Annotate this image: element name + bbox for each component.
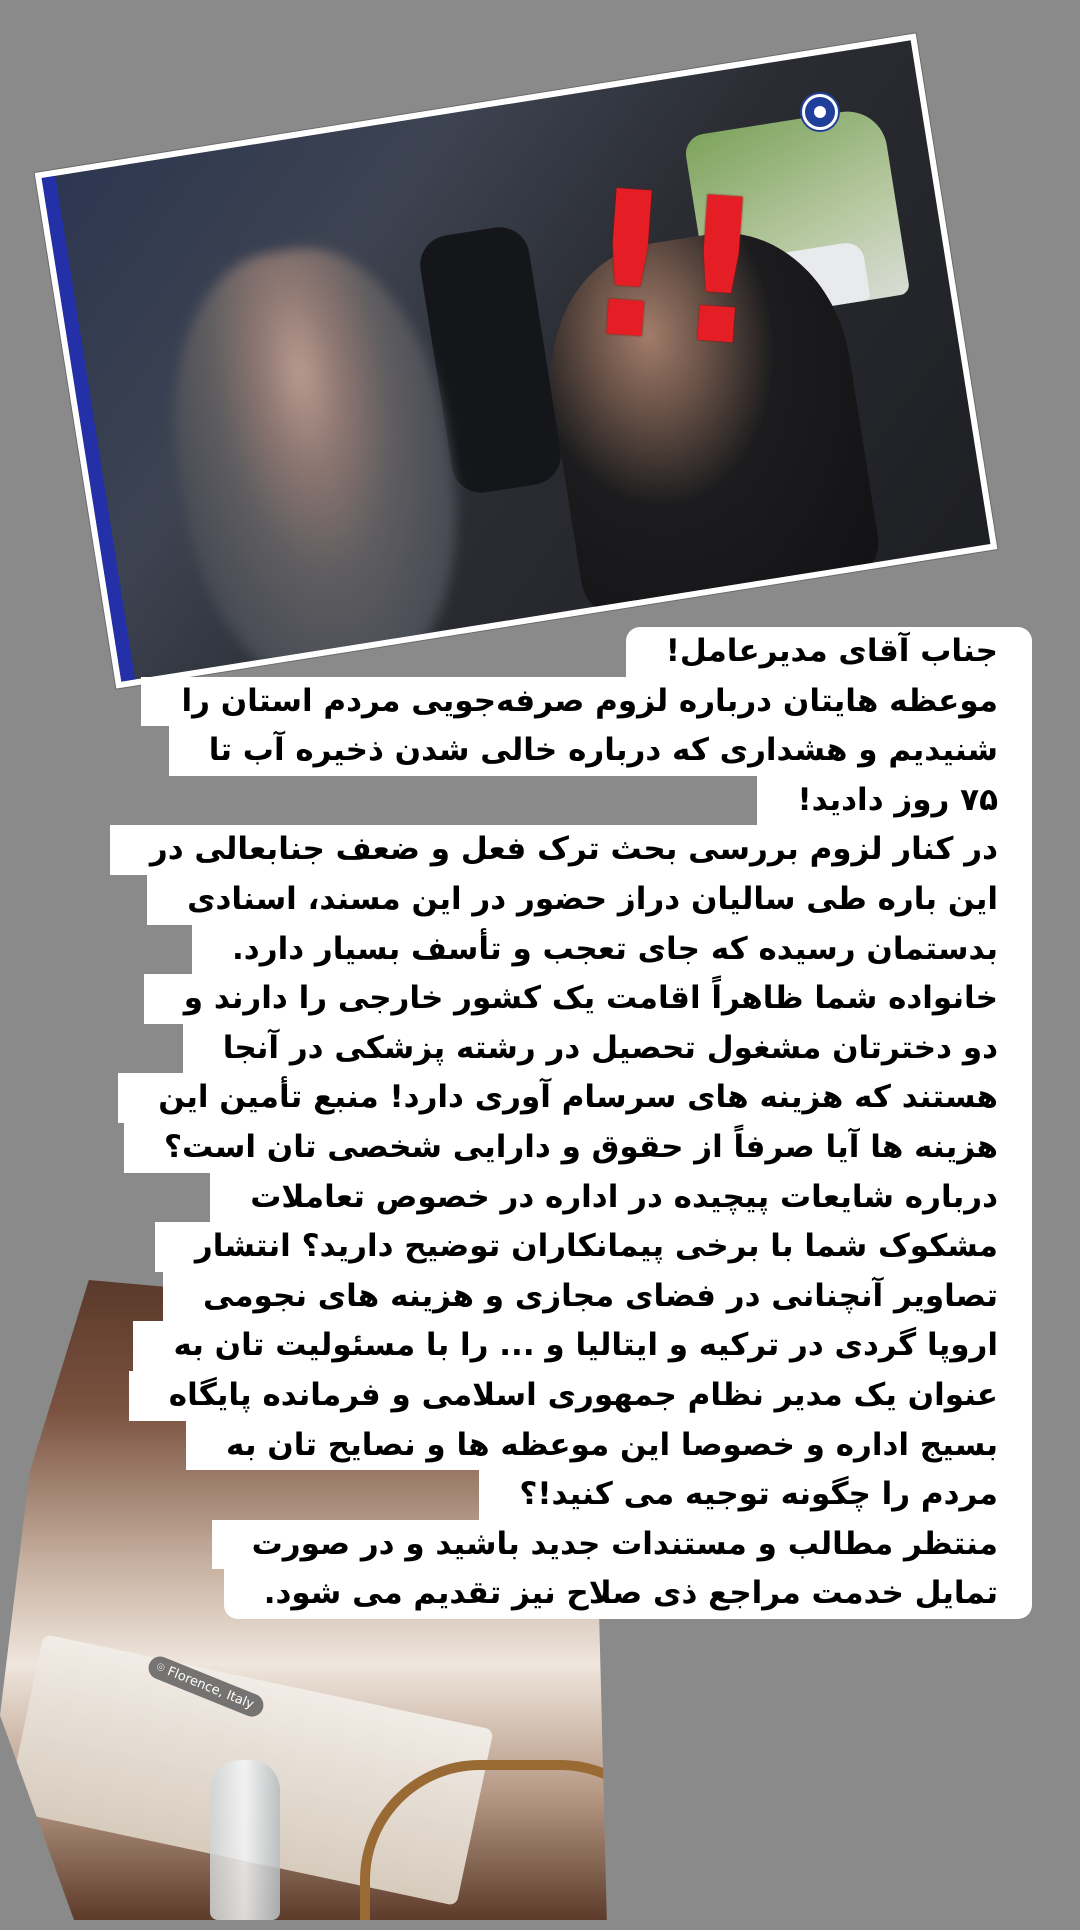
caption-line: شنیدیم و هشداری که درباره خالی شدن ذخیره آب تا (169, 726, 1032, 776)
cafe-chair (360, 1760, 680, 1930)
evil-eye-icon (802, 94, 838, 130)
caption-line: هزینه ها آیا صرفاً از حقوق و دارایی شخصی تان است؟ (124, 1123, 1032, 1173)
caption-line: منتظر مطالب و مستندات جدید باشید و در صورت (212, 1520, 1032, 1570)
caption-line: اروپا گردی در ترکیه و ایتالیا و ... را با مسئولیت تان به (133, 1321, 1032, 1371)
car-photo (35, 33, 998, 688)
caption-line: درباره شایعات پیچیده در اداره در خصوص تعاملات (210, 1173, 1032, 1223)
caption-line: در کنار لزوم بررسی بحث ترک فعل و ضعف جنابعالی در (110, 825, 1032, 875)
caption-line: بدستمان رسیده که جای تعجب و تأسف بسیار دارد. (192, 925, 1032, 975)
map-pin-icon: ⌾ (154, 1659, 167, 1677)
caption-line: مشکوک شما با برخی پیمانکاران توضیح دارید؟ انتشار (155, 1222, 1032, 1272)
photo-edge (42, 176, 136, 682)
glass-bottle (210, 1760, 280, 1920)
location-text: Florence, Italy (164, 1664, 256, 1713)
caption-line: مردم را چگونه توجیه می کنید!؟ (479, 1470, 1032, 1520)
story-caption[interactable] (102, 627, 1032, 1619)
caption-line: خانواده شما ظاهراً اقامت یک کشور خارجی را دارند و (144, 974, 1032, 1024)
caption-line: هستند که هزینه های سرسام آوری دارد! منبع تأمین این (118, 1073, 1032, 1123)
caption-line: این باره طی سالیان دراز حضور در این مسند، اسنادی (147, 875, 1032, 925)
caption-line: تمایل خدمت مراجع ذی صلاح نیز تقدیم می شود. (224, 1569, 1032, 1619)
caption-line: ۷۵ روز دادید! (757, 776, 1032, 826)
caption-line: جناب آقای مدیرعامل! (626, 627, 1032, 677)
double-exclamation-sticker[interactable]: !! (575, 146, 774, 393)
caption-line: بسیج اداره و خصوصا این موعظه ها و نصایح تان به (186, 1421, 1032, 1471)
caption-line: موعظه هایتان درباره لزوم صرفه‌جویی مردم استان را (141, 677, 1032, 727)
caption-line: تصاویر آنچنانی در فضای مجازی و هزینه های نجومی (163, 1272, 1032, 1322)
caption-line: عنوان یک مدیر نظام جمهوری اسلامی و فرمانده پایگاه (129, 1371, 1032, 1421)
caption-line: دو دخترتان مشغول تحصیل در رشته پزشکی در آنجا (183, 1024, 1032, 1074)
